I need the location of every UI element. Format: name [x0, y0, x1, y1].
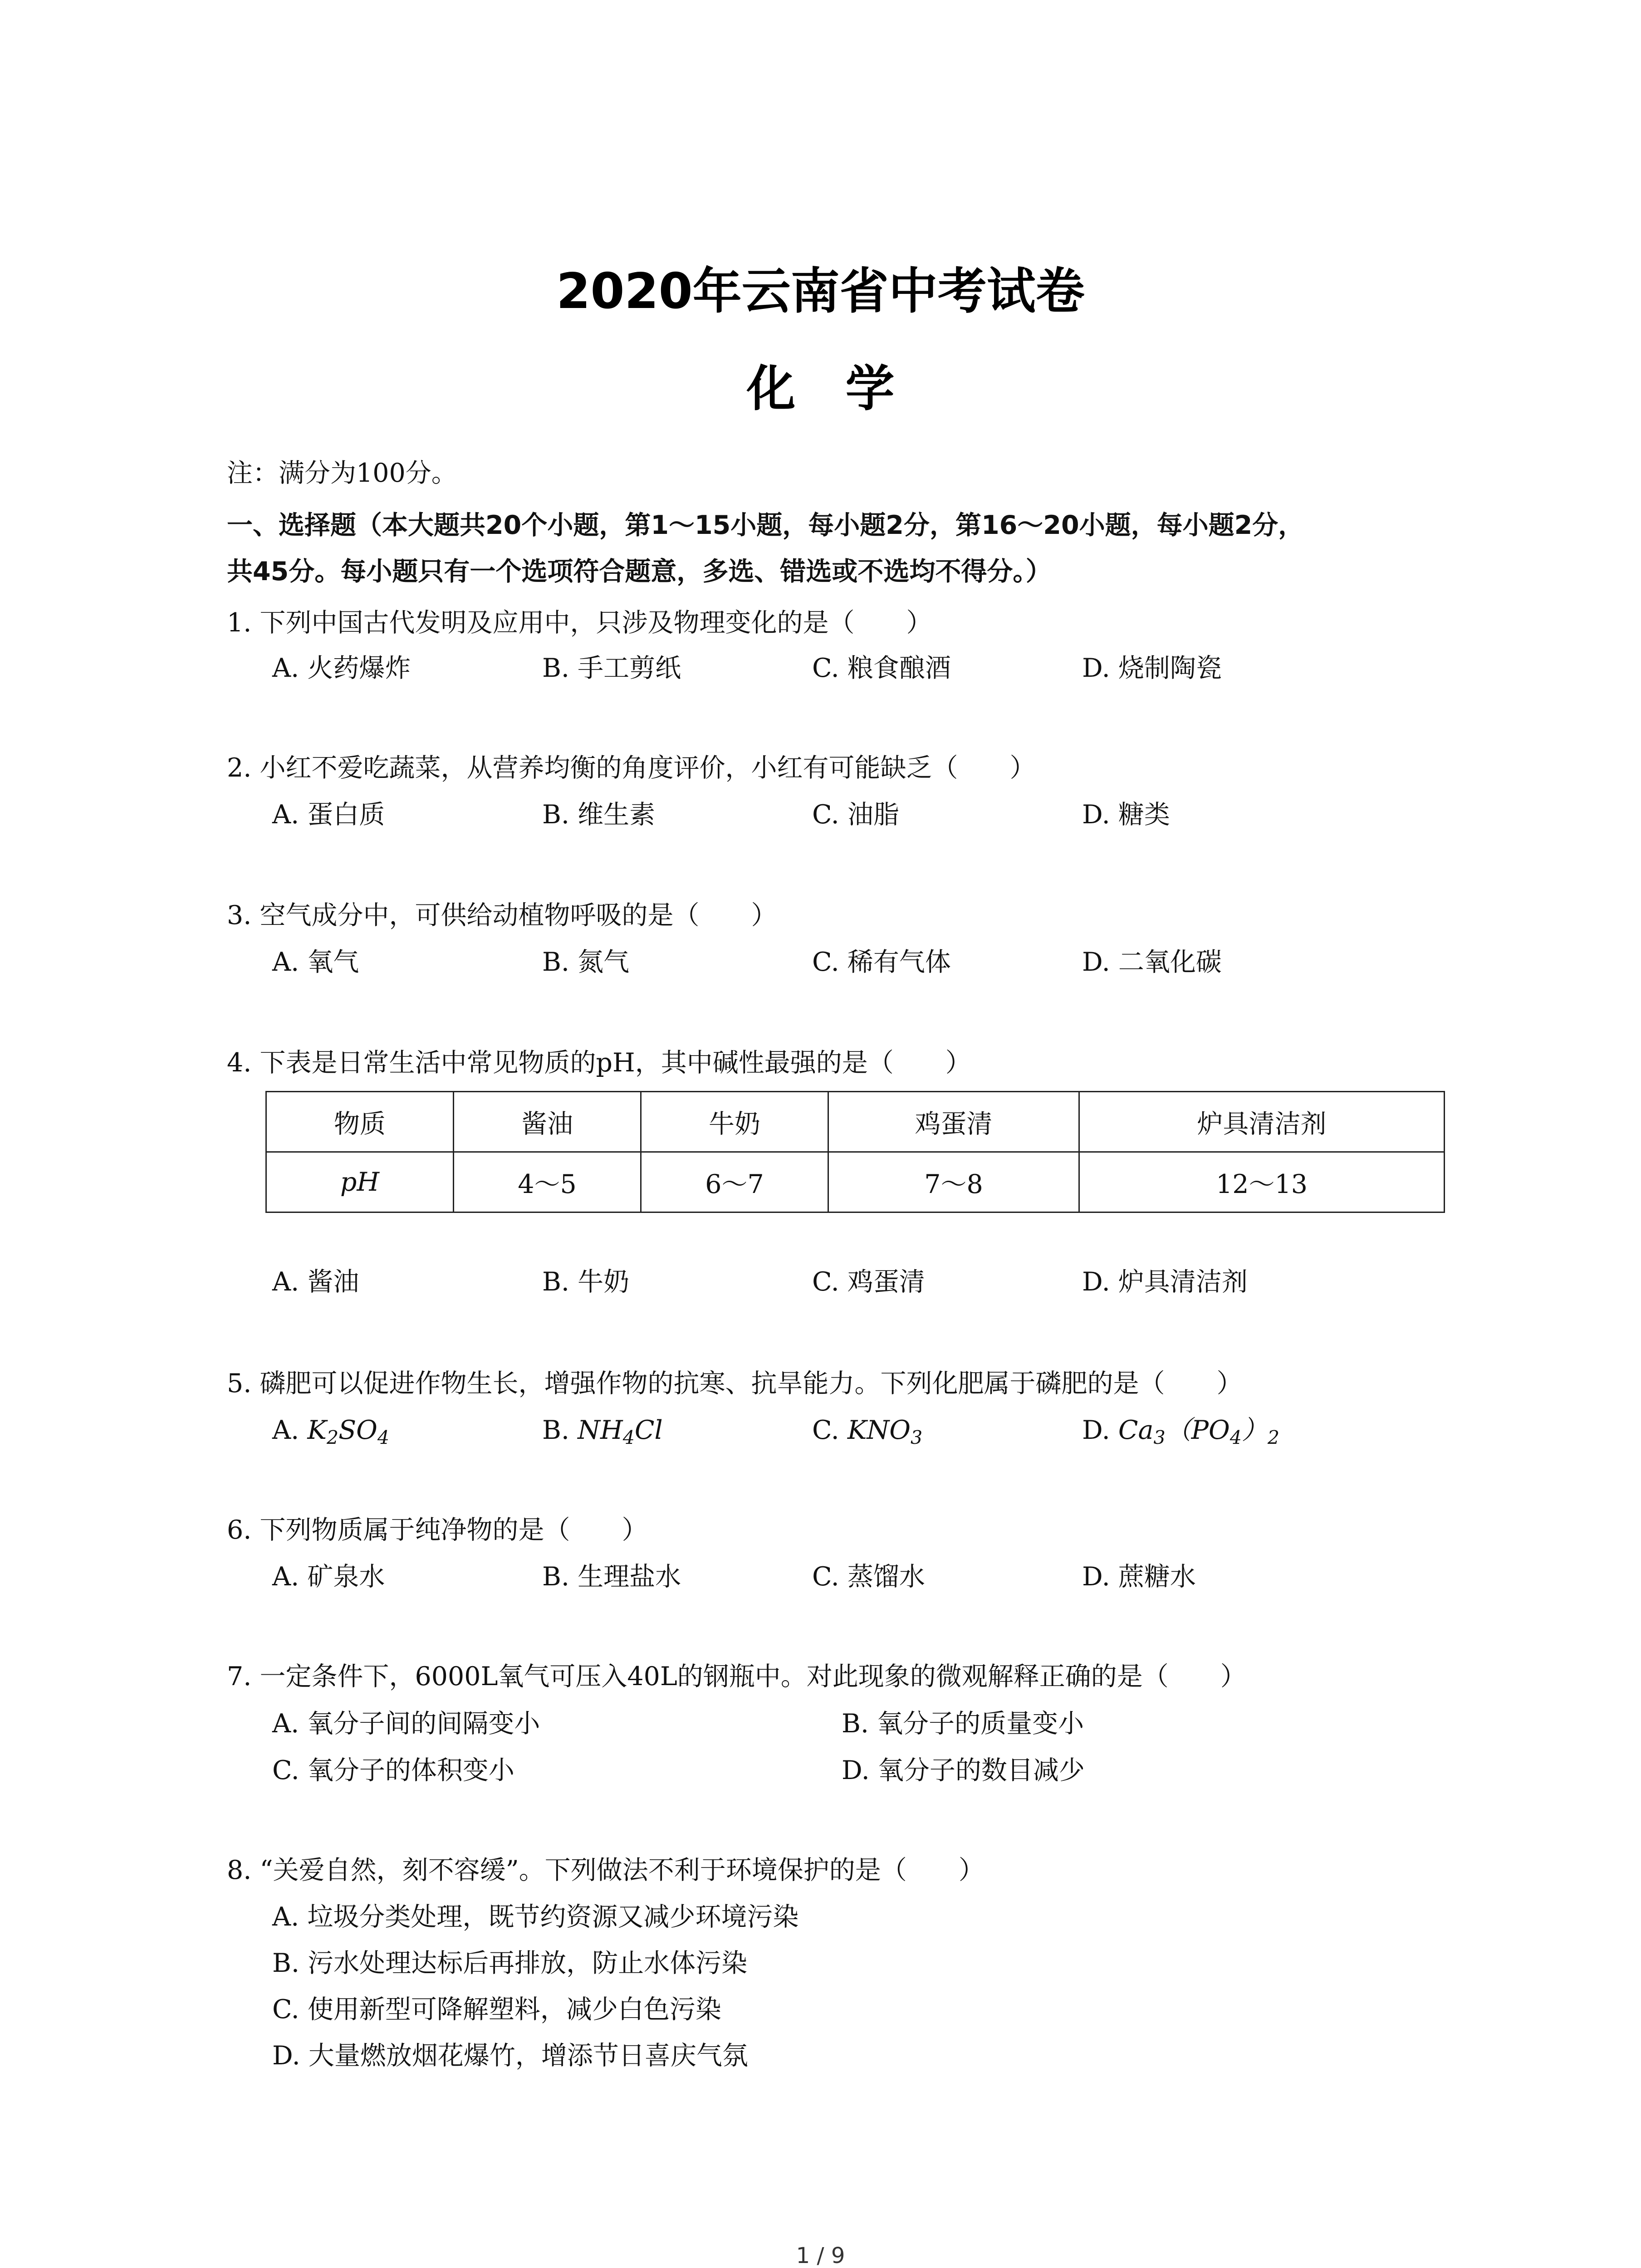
question-6-option-d: D. 蔗糖水 — [1082, 1562, 1196, 1592]
question-6-stem: 6. 下列物质属于纯净物的是（ ） — [227, 1515, 648, 1545]
question-8-option-b: B. 污水处理达标后再排放，防止水体污染 — [272, 1948, 748, 1978]
question-1-stem: 1. 下列中国古代发明及应用中，只涉及物理变化的是（ ） — [227, 608, 932, 638]
question-1-option-d: D. 烧制陶瓷 — [1082, 653, 1222, 683]
question-4-option-b: B. 牛奶 — [542, 1267, 630, 1297]
formula-subscript: 2 — [1267, 1427, 1279, 1449]
question-6-option-c: C. 蒸馏水 — [812, 1562, 925, 1592]
formula-text: Ca — [1118, 1415, 1154, 1445]
section-heading-line2: 共45分。每小题只有一个选项符合题意，多选、错选或不选均不得分。） — [227, 557, 1052, 587]
question-7-option-c: C. 氧分子的体积变小 — [272, 1755, 514, 1785]
question-1-option-a: A. 火药爆炸 — [272, 653, 411, 683]
question-7-stem: 7. 一定条件下，6000L氧气可压入40L的钢瓶中。对此现象的微观解释正确的是（ ） — [227, 1662, 1246, 1691]
question-2-option-d: D. 糖类 — [1082, 800, 1170, 830]
ph-table-value-cell: 6～7 — [641, 1152, 828, 1212]
ph-table-value-cell: 12～13 — [1079, 1152, 1445, 1212]
question-3-option-d: D. 二氧化碳 — [1082, 947, 1222, 977]
question-3-stem: 3. 空气成分中，可供给动植物呼吸的是（ ） — [227, 900, 777, 930]
option-letter: C. — [812, 1415, 847, 1445]
ph-table-header-cell: 鸡蛋清 — [828, 1092, 1079, 1152]
formula-subscript: 4 — [1230, 1427, 1242, 1449]
ph-table-header-cell: 炉具清洁剂 — [1079, 1092, 1445, 1152]
question-7-option-a: A. 氧分子间的间隔变小 — [272, 1709, 540, 1739]
ph-table-value-cell: 7～8 — [828, 1152, 1079, 1212]
question-5-option-d — [1082, 1415, 1279, 1449]
question-2-option-b: B. 维生素 — [542, 800, 656, 830]
question-1-option-b: B. 手工剪纸 — [542, 653, 681, 683]
question-4-option-d: D. 炉具清洁剂 — [1082, 1267, 1248, 1297]
ph-table-header-row — [266, 1092, 1445, 1152]
ph-table-header-cell: 牛奶 — [641, 1092, 828, 1152]
section-heading-line1: 一、选择题（本大题共20个小题，第1～15小题，每小题2分，第16～20小题，每小题2分， — [227, 510, 1304, 540]
question-3-option-a: A. 氧气 — [272, 947, 359, 977]
formula-k2so4 — [307, 1415, 389, 1449]
option-letter: B. — [542, 1415, 578, 1445]
question-7-option-d: D. 氧分子的数目减少 — [842, 1755, 1085, 1785]
formula-text: ） — [1241, 1415, 1268, 1445]
page-number: 1 / 9 — [796, 2243, 845, 2268]
formula-text: NH — [578, 1415, 623, 1445]
question-5-option-c — [812, 1415, 923, 1449]
question-3-option-b: B. 氮气 — [542, 947, 630, 977]
option-letter: D. — [1082, 1415, 1118, 1445]
question-4-stem: 4. 下表是日常生活中常见物质的pH，其中碱性最强的是（ ） — [227, 1048, 971, 1078]
score-note: 注：满分为100分。 — [227, 458, 457, 488]
ph-table — [265, 1091, 1445, 1213]
question-2-option-c: C. 油脂 — [812, 800, 899, 830]
ph-table-row-label: pH — [266, 1152, 454, 1212]
formula-text: SO — [338, 1415, 377, 1445]
formula-subscript: 4 — [377, 1427, 389, 1449]
question-7-option-b: B. 氧分子的质量变小 — [842, 1709, 1084, 1739]
subject-title: 化学 — [746, 361, 945, 417]
question-8-option-a: A. 垃圾分类处理，既节约资源又减少环境污染 — [272, 1902, 799, 1932]
formula-kno3 — [847, 1415, 923, 1449]
formula-text: K — [307, 1415, 327, 1445]
formula-text: Cl — [634, 1415, 663, 1445]
formula-subscript: 3 — [1153, 1427, 1166, 1449]
formula-subscript: 3 — [911, 1427, 923, 1449]
exam-title: 2020年云南省中考试卷 — [556, 263, 1085, 320]
formula-text: （PO — [1165, 1415, 1230, 1445]
formula-text: KNO — [847, 1415, 911, 1445]
formula-subscript: 2 — [327, 1427, 339, 1449]
question-4-option-a: A. 酱油 — [272, 1267, 359, 1297]
formula-ca3po42 — [1118, 1415, 1279, 1449]
ph-table-value-row — [266, 1152, 1445, 1212]
formula-nh4cl — [578, 1415, 663, 1449]
question-5-option-b — [542, 1415, 663, 1449]
question-5-option-a — [272, 1415, 389, 1449]
question-2-stem: 2. 小红不爱吃蔬菜，从营养均衡的角度评价，小红有可能缺乏（ ） — [227, 753, 1036, 783]
ph-table-value-cell: 4～5 — [454, 1152, 641, 1212]
question-8-stem: 8. “关爱自然，刻不容缓”。下列做法不利于环境保护的是（ ） — [227, 1855, 985, 1885]
question-8-option-c: C. 使用新型可降解塑料，减少白色污染 — [272, 1994, 721, 2024]
question-8-option-d: D. 大量燃放烟花爆竹，增添节日喜庆气氛 — [272, 2041, 748, 2071]
formula-subscript: 4 — [622, 1427, 635, 1449]
ph-table-header-cell: 酱油 — [454, 1092, 641, 1152]
question-6-option-a: A. 矿泉水 — [272, 1562, 385, 1592]
ph-table-header-cell: 物质 — [266, 1092, 454, 1152]
question-1-option-c: C. 粮食酿酒 — [812, 653, 951, 683]
question-2-option-a: A. 蛋白质 — [272, 800, 385, 830]
question-3-option-c: C. 稀有气体 — [812, 947, 951, 977]
question-5-stem: 5. 磷肥可以促进作物生长，增强作物的抗寒、抗旱能力。下列化肥属于磷肥的是（ ） — [227, 1369, 1243, 1398]
option-letter: A. — [272, 1415, 308, 1445]
question-6-option-b: B. 生理盐水 — [542, 1562, 681, 1592]
question-4-option-c: C. 鸡蛋清 — [812, 1267, 925, 1297]
